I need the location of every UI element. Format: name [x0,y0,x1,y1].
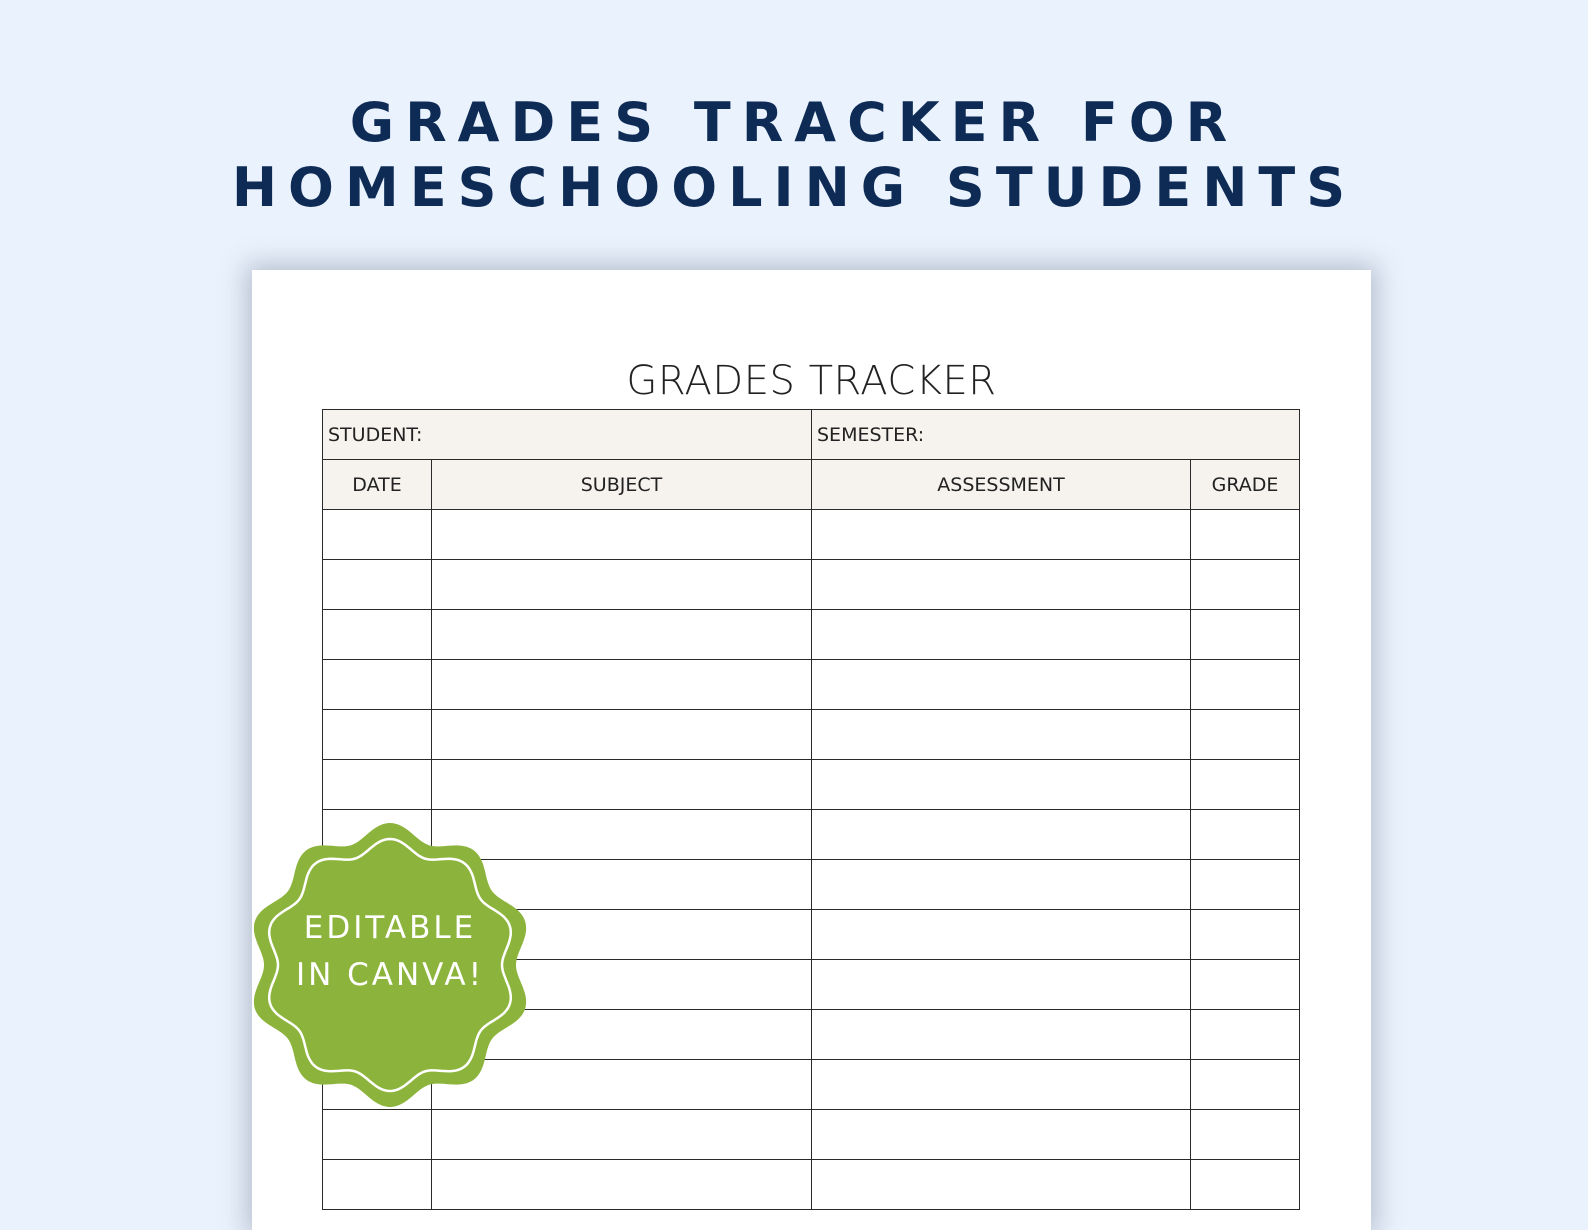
date-cell[interactable] [323,1160,432,1210]
assessment-cell[interactable] [812,760,1191,810]
banner-title-line-1: GRADES TRACKER FOR [349,91,1239,154]
subject-cell[interactable] [432,610,812,660]
grade-cell[interactable] [1191,1010,1300,1060]
grade-cell[interactable] [1191,860,1300,910]
table-row [323,510,1300,560]
banner-title-line-2: HOMESCHOOLING STUDENTS [231,156,1357,219]
assessment-cell[interactable] [812,610,1191,660]
date-cell[interactable] [323,660,432,710]
grade-cell[interactable] [1191,710,1300,760]
date-cell[interactable] [323,510,432,560]
subject-cell[interactable] [432,710,812,760]
column-header-grade: GRADE [1191,460,1300,510]
assessment-cell[interactable] [812,510,1191,560]
date-cell[interactable] [323,760,432,810]
assessment-cell[interactable] [812,910,1191,960]
assessment-cell[interactable] [812,660,1191,710]
column-header-date: DATE [323,460,432,510]
grade-cell[interactable] [1191,660,1300,710]
assessment-cell[interactable] [812,710,1191,760]
subject-cell[interactable] [432,1110,812,1160]
table-row [323,610,1300,660]
subject-cell[interactable] [432,510,812,560]
semester-field[interactable]: SEMESTER: [812,410,1300,460]
grade-cell[interactable] [1191,1060,1300,1110]
grade-cell[interactable] [1191,760,1300,810]
subject-cell[interactable] [432,1160,812,1210]
grade-cell[interactable] [1191,1160,1300,1210]
student-field[interactable]: STUDENT: [323,410,812,460]
assessment-cell[interactable] [812,1110,1191,1160]
table-row [323,1110,1300,1160]
subject-cell[interactable] [432,760,812,810]
date-cell[interactable] [323,1110,432,1160]
table-row [323,710,1300,760]
grade-cell[interactable] [1191,1110,1300,1160]
grade-cell[interactable] [1191,510,1300,560]
assessment-cell[interactable] [812,1160,1191,1210]
grade-cell[interactable] [1191,810,1300,860]
subject-cell[interactable] [432,560,812,610]
column-header-subject: SUBJECT [432,460,812,510]
date-cell[interactable] [323,610,432,660]
editable-badge [245,820,535,1110]
grade-cell[interactable] [1191,960,1300,1010]
assessment-cell[interactable] [812,1060,1191,1110]
column-header-assessment: ASSESSMENT [812,460,1191,510]
badge-text-line-2: IN CANVA! [295,957,485,993]
assessment-cell[interactable] [812,810,1191,860]
table-row [323,760,1300,810]
assessment-cell[interactable] [812,1010,1191,1060]
subject-cell[interactable] [432,660,812,710]
assessment-cell[interactable] [812,960,1191,1010]
grade-cell[interactable] [1191,910,1300,960]
badge-text-line-1: EDITABLE [303,910,477,946]
date-cell[interactable] [323,560,432,610]
assessment-cell[interactable] [812,860,1191,910]
grade-cell[interactable] [1191,560,1300,610]
assessment-cell[interactable] [812,560,1191,610]
date-cell[interactable] [323,710,432,760]
document-title: GRADES TRACKER [626,358,997,404]
table-row [323,660,1300,710]
table-row [323,560,1300,610]
grade-cell[interactable] [1191,610,1300,660]
table-row [323,1160,1300,1210]
